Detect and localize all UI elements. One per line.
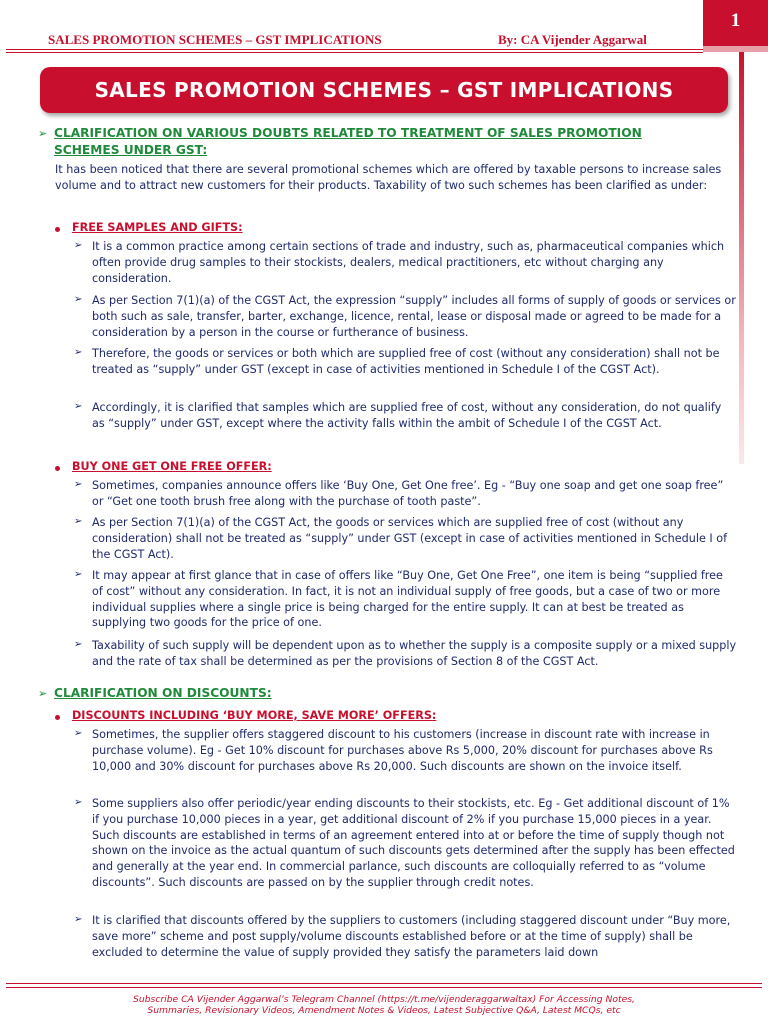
footer-rule xyxy=(6,983,762,984)
footer-note xyxy=(40,994,728,1016)
footer-line-1: Subscribe CA Vijender Aggarwal’s Telegram Channel (https://t.me/vijenderaggarwaltax) For Accessing Notes, xyxy=(133,994,635,1005)
list-item: Some suppliers also offer periodic/year ending discounts to their stockists, etc. Eg - Get additional discount of 1% if you purchase 10,000 pieces in a year, get additional discount of 2% if you purchase 15,000 pieces in a year. Such discounts are established in terms of an agreement entered into at or before the time of supply though not shown on the invoice as the actual quantum of such discounts gets determined after the supply has been effected and generally at the year end. In commercial parlance, such discounts are colloquially referred to as “volume discounts”. Such discounts are passed on by the supplier through credit notes. xyxy=(92,797,735,889)
red-bullet-icon xyxy=(55,466,60,471)
arrow-bullet-icon: ➢ xyxy=(38,127,48,140)
arrow-bullet-icon: ➢ xyxy=(38,687,48,700)
subheading-bogo: BUY ONE GET ONE FREE OFFER: xyxy=(72,460,272,473)
header-author: By: CA Vijender Aggarwal xyxy=(498,32,647,47)
list-item: Sometimes, companies announce offers like ‘Buy One, Get One free’. Eg - “Buy one soap and get one soap free” or “Get one tooth brush free along with the purchase of tooth paste”. xyxy=(92,479,724,508)
list-item: Therefore, the goods or services or both which are supplied free of cost (without any consideration) shall not be treated as “supply” under GST (except in case of activities mentioned in Schedule I of the CGST Act). xyxy=(92,347,720,376)
arrow-bullet-icon: ➢ xyxy=(74,401,83,412)
subheading-free-samples: FREE SAMPLES AND GIFTS: xyxy=(72,221,243,234)
list-item: As per Section 7(1)(a) of the CGST Act, the expression “supply” includes all forms of supply of goods or services or both such as sale, transfer, barter, exchange, licence, rental, lease or disposal made or agreed to be made for a consideration by a person in the course or furtherance of business. xyxy=(92,294,736,339)
list-item: Accordingly, it is clarified that samples which are supplied free of cost, without any consideration, do not qualify as “supply” under GST, except where the activity falls within the ambit of Schedule I of the CGST Act. xyxy=(92,401,722,430)
red-bullet-icon xyxy=(55,227,60,232)
footer-rule-2 xyxy=(6,987,762,988)
page-number: 1 xyxy=(730,10,741,31)
arrow-bullet-icon: ➢ xyxy=(74,347,83,358)
page-number-box xyxy=(703,0,768,52)
header-title: SALES PROMOTION SCHEMES – GST IMPLICATIONS xyxy=(48,32,382,47)
list-item: It may appear at first glance that in case of offers like “Buy One, Get One Free”, one item is being “supplied free of cost” without any consideration. In fact, it is not an individual supply of free goods, but a case of two or more individual supplies where a single price is being charged for the entire supply. It can at best be treated as supplying two goods for the price of one. xyxy=(92,569,723,630)
arrow-bullet-icon: ➢ xyxy=(74,240,83,251)
arrow-bullet-icon: ➢ xyxy=(74,569,83,580)
arrow-bullet-icon: ➢ xyxy=(74,728,83,739)
subheading-discounts: DISCOUNTS INCLUDING ‘BUY MORE, SAVE MORE’ OFFERS: xyxy=(72,709,437,722)
side-accent-bar xyxy=(739,52,744,464)
list-item: As per Section 7(1)(a) of the CGST Act, the goods or services which are supplied free of cost (without any consideration) shall not be treated as “supply” under GST (except in case of activities mentioned in Schedule I of the CGST Act). xyxy=(92,516,728,561)
arrow-bullet-icon: ➢ xyxy=(74,639,83,650)
arrow-bullet-icon: ➢ xyxy=(74,516,83,527)
footer-line-2: Summaries, Revisionary Videos, Amendment Notes & Videos, Latest Subjective Q&A, Latest MCQs, etc xyxy=(147,1005,621,1016)
section-heading-1-line2: SCHEMES UNDER GST: xyxy=(54,143,208,157)
list-item: Sometimes, the supplier offers staggered discount to his customers (increase in discount rate with increase in purchase volume). Eg - Get 10% discount for purchases above Rs 5,000, 20% discount for purchases above Rs 10,000 and 30% discount for purchases above Rs 20,000. Such discounts are shown on the invoice itself. xyxy=(92,728,713,773)
section-heading-2: CLARIFICATION ON DISCOUNTS: xyxy=(54,686,272,700)
list-item: It is clarified that discounts offered by the suppliers to customers (including staggered discount under “Buy more, save more” scheme and post supply/volume discounts established before or at the time of supply) shall be excluded to determine the value of supply provided they satisfy the parameters laid down xyxy=(92,914,731,959)
page-title: SALES PROMOTION SCHEMES – GST IMPLICATIONS xyxy=(40,67,728,113)
arrow-bullet-icon: ➢ xyxy=(74,914,83,925)
list-item: Taxability of such supply will be dependent upon as to whether the supply is a composite supply or a mixed supply and the rate of tax shall be determined as per the provisions of Section 8 of the CGST Act. xyxy=(92,639,737,668)
arrow-bullet-icon: ➢ xyxy=(74,797,83,808)
section-heading-1 xyxy=(54,125,734,159)
arrow-bullet-icon: ➢ xyxy=(74,294,83,305)
red-bullet-icon xyxy=(55,715,60,720)
running-header xyxy=(6,32,703,50)
header-rule-2 xyxy=(6,52,703,53)
header-rule xyxy=(6,49,703,50)
arrow-bullet-icon: ➢ xyxy=(74,479,83,490)
list-item: It is a common practice among certain sections of trade and industry, such as, pharmaceutical companies which often provide drug samples to their stockists, dealers, medical practitioners, etc without charging any consideration. xyxy=(92,240,725,285)
intro-paragraph: It has been noticed that there are several promotional schemes which are offered by taxable persons to increase sales volume and to attract new customers for their products. Taxability of two such schemes has been clarified as under: xyxy=(55,163,722,192)
section-heading-1-line1: CLARIFICATION ON VARIOUS DOUBTS RELATED TO TREATMENT OF SALES PROMOTION xyxy=(54,126,642,140)
